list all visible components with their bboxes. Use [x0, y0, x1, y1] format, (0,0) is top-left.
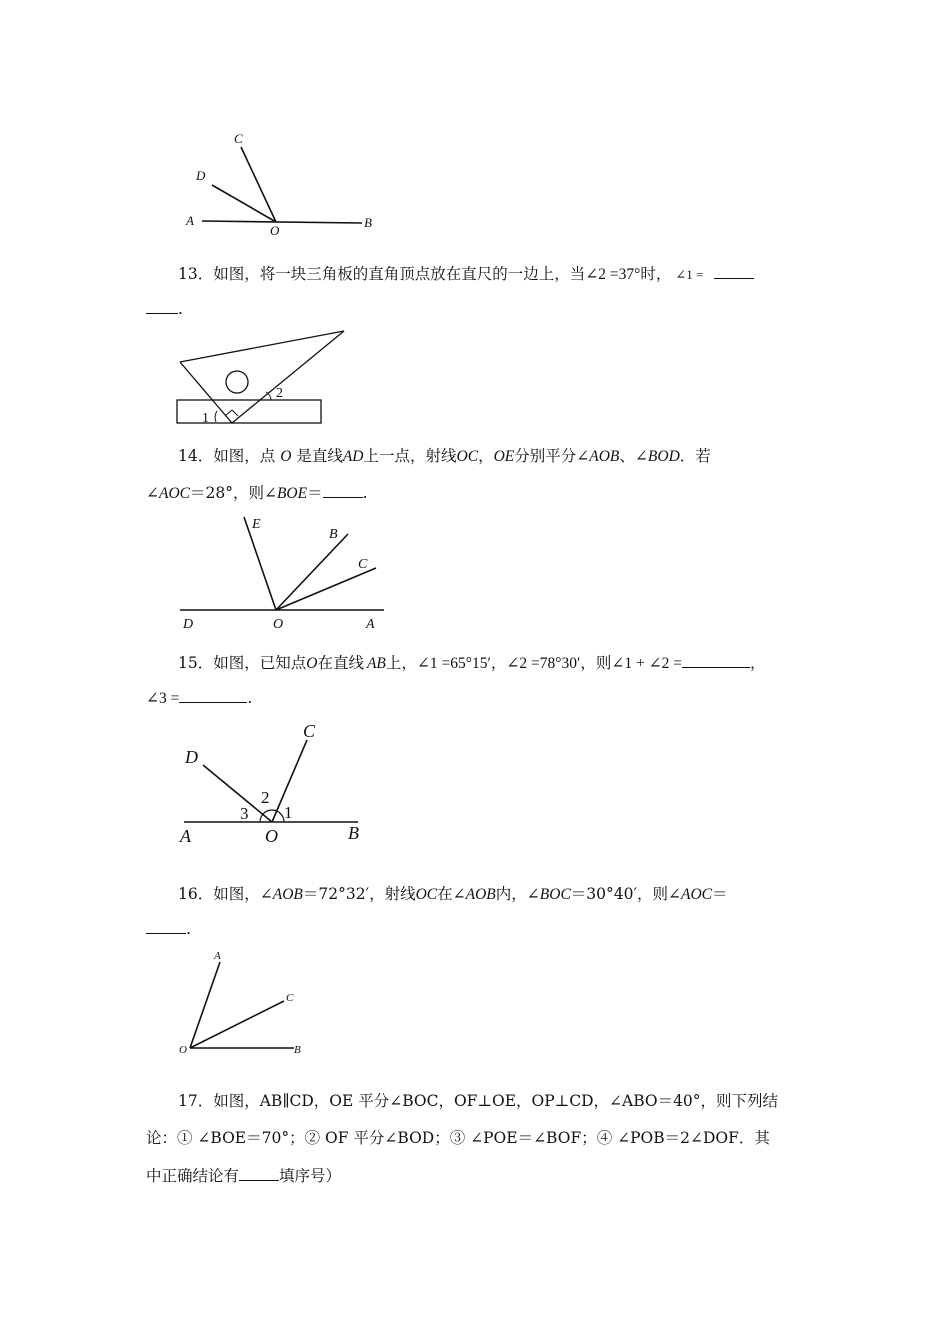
q15-line1: 15．如图，已知点O在直线 AB上，∠1 =65°15′，∠2 =78°30′，则∠1 + ∠2 = ，: [178, 654, 766, 672]
label-1: 1: [284, 803, 293, 822]
label-b: B: [294, 1044, 301, 1056]
answer-blank-q15-a[interactable]: [682, 666, 750, 668]
label-b: B: [364, 215, 372, 230]
label-c: C: [303, 721, 316, 741]
label-c: C: [286, 992, 294, 1004]
label-o: O: [273, 617, 284, 632]
right-angle-mark: [225, 410, 238, 416]
answer-blank-q16[interactable]: [146, 932, 186, 934]
label-d: D: [185, 747, 198, 767]
figure-q13: [172, 326, 352, 428]
q14-line1: 14．如图，点 O 是直线AD上一点，射线OC，OE分别平分∠AOB、∠BOD．若: [178, 447, 711, 465]
q13-line2: .: [146, 300, 183, 318]
label-2: 2: [261, 788, 270, 807]
figure-q16: [176, 946, 311, 1061]
label-e: E: [252, 517, 261, 532]
label-d: D: [183, 617, 194, 632]
label-a: A: [186, 213, 194, 228]
ray-oc: [241, 147, 276, 222]
line-ob: [202, 221, 362, 223]
q17-line2: 论：① ∠BOE＝70°；② OF 平分∠BOD；③ ∠POE＝∠BOF；④ ∠POB＝2∠DOF．其: [146, 1129, 770, 1147]
label-a: A: [366, 617, 375, 632]
label-b: B: [329, 527, 338, 542]
answer-blank-q17[interactable]: [239, 1179, 279, 1181]
label-o: O: [265, 826, 278, 846]
label-d: D: [196, 168, 206, 183]
label-c: C: [234, 131, 243, 146]
q13-line1: 13．如图，将一块三角板的直角顶点放在直尺的一边上，当∠2 =37°时， ∠1 =: [178, 262, 754, 284]
triangle: [180, 331, 344, 423]
q16-line1: 16．如图，∠AOB＝72°32′，射线OC在∠AOB内，∠BOC＝30°40′，则∠AOC＝: [178, 885, 728, 903]
answer-blank-q13-cont[interactable]: [146, 312, 178, 314]
q16-line2: .: [146, 920, 191, 938]
answer-blank-q13[interactable]: [714, 277, 754, 279]
ray-od: [212, 185, 276, 222]
label-a: A: [180, 826, 191, 846]
q14-line2: ∠AOC＝28°，则∠BOE＝ .: [146, 484, 368, 502]
angle-1-arc: [215, 411, 217, 422]
label-3: 3: [240, 804, 249, 823]
ray-oc: [276, 568, 376, 610]
label-1: 1: [202, 411, 209, 426]
label-2: 2: [276, 386, 283, 401]
ray-ob: [276, 534, 348, 610]
figure-q12: [180, 125, 390, 240]
label-o: O: [179, 1044, 187, 1056]
triangle-hole: [226, 371, 248, 393]
label-o: O: [270, 223, 280, 238]
q17-line3: 中正确结论有 填序号）: [146, 1167, 342, 1185]
q15-line2: ∠3 = .: [146, 689, 253, 707]
figure-q14: [176, 512, 391, 634]
ruler: [177, 400, 321, 423]
answer-blank-q15-b[interactable]: [179, 701, 247, 703]
label-a: A: [214, 950, 221, 962]
q17-line1: 17．如图，AB∥CD，OE 平分∠BOC，OF⊥OE，OP⊥CD，∠ABO＝40°，则下列结: [178, 1092, 779, 1110]
label-b: B: [348, 823, 359, 843]
answer-blank-q14[interactable]: [323, 496, 363, 498]
figure-q15: [176, 718, 376, 848]
label-c: C: [358, 557, 368, 572]
